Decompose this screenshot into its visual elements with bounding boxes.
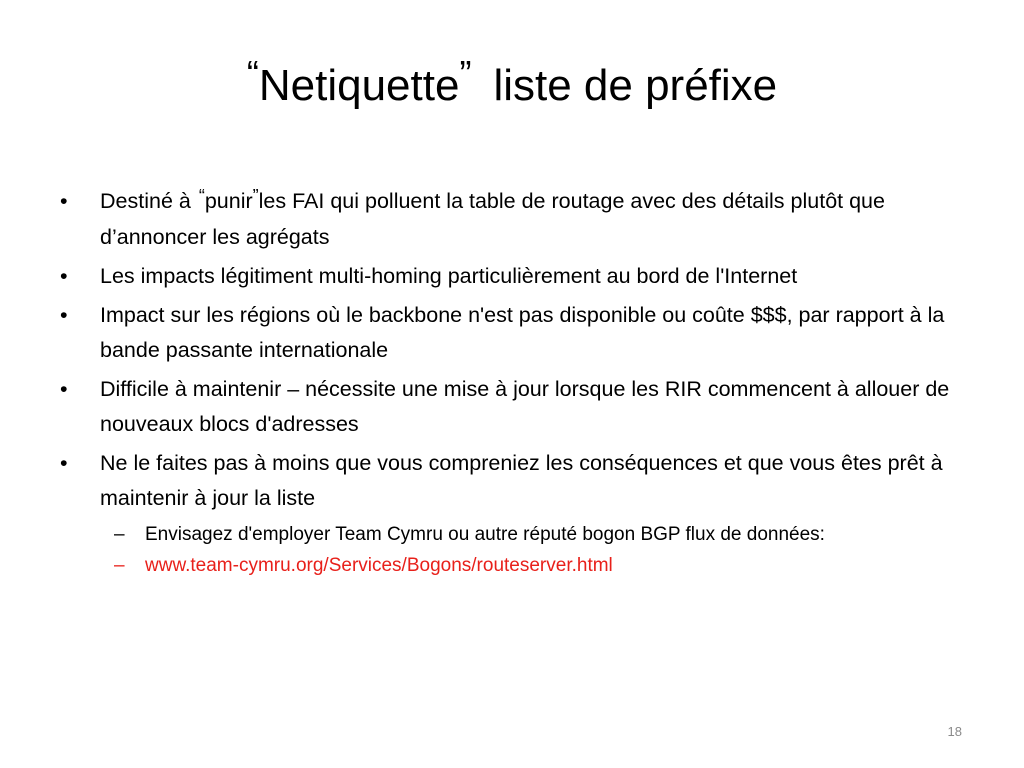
bullet-item-1 bbox=[60, 184, 960, 255]
bullet-list bbox=[60, 184, 960, 580]
title-open-quote: “ bbox=[246, 53, 259, 94]
sub-bullet-dash: – bbox=[114, 555, 125, 576]
sub-bullet-item-2 bbox=[60, 551, 960, 580]
title-netiquette-text: Netiquette bbox=[258, 61, 460, 110]
slide-title bbox=[0, 53, 1024, 116]
bullet-1-open-quote: “ bbox=[198, 186, 205, 206]
sub-bullet-dash: – bbox=[114, 524, 125, 545]
bullet-marker: • bbox=[60, 377, 68, 401]
bullet-marker: • bbox=[60, 189, 68, 213]
bullet-item-3 bbox=[60, 298, 960, 368]
sub-bullet-item-1 bbox=[60, 520, 960, 549]
title-rest: liste de préfixe bbox=[493, 61, 778, 110]
bullet-3-text: Impact sur les régions où le backbone n'est pas disponible ou coûte $$$, par rapport à la bande passante internationale bbox=[100, 303, 945, 362]
bullet-marker: • bbox=[60, 264, 68, 288]
bullet-item-5 bbox=[60, 446, 960, 516]
bullet-item-2 bbox=[60, 259, 960, 294]
bullet-marker: • bbox=[60, 451, 68, 475]
title-close-quote: ” bbox=[459, 53, 472, 94]
sub-bullet-1-text: Envisagez d'employer Team Cymru ou autre réputé bogon BGP flux de données: bbox=[145, 524, 825, 545]
bullet-1-quoted: punir bbox=[204, 189, 253, 213]
bullet-1-after-quote: les FAI qui polluent la table de routage avec des détails plutôt que d’annoncer les agrégats bbox=[100, 189, 885, 249]
bullet-item-4 bbox=[60, 372, 960, 442]
page-number: 18 bbox=[947, 724, 962, 739]
title-word-netiquette bbox=[258, 53, 472, 110]
bullet-marker: • bbox=[60, 303, 68, 327]
bullet-1-before-quote: Destiné à bbox=[100, 189, 191, 213]
bullet-1-close-quote: ” bbox=[252, 186, 259, 206]
bullet-4-text: Difficile à maintenir – nécessite une mise à jour lorsque les RIR commencent à allouer de nouveaux blocs d'adresses bbox=[100, 377, 950, 436]
team-cymru-url-link[interactable]: www.team-cymru.org/Services/Bogons/routeserver.html bbox=[145, 555, 613, 576]
bullet-5-text: Ne le faites pas à moins que vous compreniez les conséquences et que vous êtes prêt à maintenir à jour la liste bbox=[100, 451, 943, 510]
bullet-2-text: Les impacts légitiment multi-homing particulièrement au bord de l'Internet bbox=[100, 264, 798, 288]
